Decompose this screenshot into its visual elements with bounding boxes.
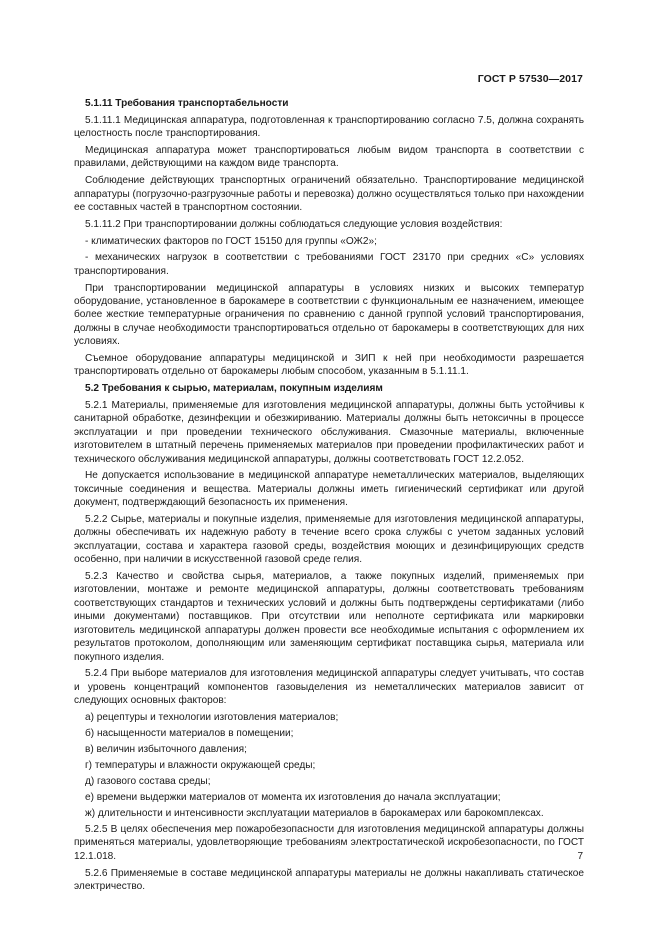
factor-list bbox=[74, 711, 584, 820]
paragraph-5-2-6: 5.2.6 Применяемые в составе медицинской аппаратуры материалы не должны накапливать статическое электричество. bbox=[74, 867, 584, 892]
page-number: 7 bbox=[577, 851, 583, 862]
paragraph-5-2-2: 5.2.2 Сырье, материалы и покупные изделия, применяемые для изготовления медицинской аппаратуры, должны обеспечивать их надежную работу в течение всего срока службы с учетом заданных условий эксплуатации, состава и характера газовой среды, воздействия моющих и дезинфицирующих средств особенно, при наличии в искусственной газовой среде гелия. bbox=[74, 514, 584, 566]
document-body bbox=[74, 95, 584, 897]
paragraph-5-2-1: 5.2.1 Материалы, применяемые для изготовления медицинской аппаратуры, должны быть устойчивы к санитарной обработке, дезинфекции и обезжириванию. Материалы должны быть нетоксичны в процессе эксплуатации и при проведении технического обслуживания. Смазочные материалы, включенные изготовителем в штатный перечень применяемых материалов при проведении профилактических работ и технического обслуживания медицинской аппаратуры, должны соответствовать ГОСТ 12.2.052. bbox=[74, 400, 584, 465]
paragraph: При транспортировании медицинской аппаратуры в условиях низких и высоких температур оборудование, установленное в барокамере в соответствии с функциональным ее назначением, имеющее более жесткие температурные ограничения по сравнению с данной группой условий транспортирования, должны в случае необходимости транспортироваться отдельно от барокамеры в соответствующих для них условиях. bbox=[74, 282, 584, 348]
list-item: г) температуры и влажности окружающей среды; bbox=[85, 759, 316, 771]
list-item: б) насыщенности материалов в помещении; bbox=[85, 727, 294, 739]
section-heading-5-1-11: 5.1.11 Требования транспортабельности bbox=[85, 98, 289, 109]
section-heading-5-2: 5.2 Требования к сырью, материалам, покупным изделиям bbox=[85, 383, 383, 395]
paragraph-5-2-5: 5.2.5 В целях обеспечения мер пожаробезопасности для изготовления медицинской аппаратуры должны применяться материалы, удовлетворяющие требованиям электростатической искробезопасности, по ГОСТ 12.1.018. bbox=[74, 823, 584, 862]
paragraph: Не допускается использование в медицинской аппаратуре неметаллических материалов, выделяющих токсичные соединения и вещества. Материалы должны иметь гигиенический сертификат или другой документ, подтверждающий безопасность их применения. bbox=[74, 470, 584, 509]
list-item: е) времени выдержки материалов от момента их изготовления до начала эксплуатации; bbox=[85, 791, 501, 803]
standard-number: ГОСТ Р 57530—2017 bbox=[477, 73, 583, 85]
list-item: а) рецептуры и технологии изготовления материалов; bbox=[85, 711, 339, 723]
condition-item: - климатических факторов по ГОСТ 15150 для группы «ОЖ2»; bbox=[85, 235, 377, 247]
condition-item: - механических нагрузок в соответствии с требованиями ГОСТ 23170 при средних «С» условиях транспортирования. bbox=[74, 252, 584, 277]
paragraph: Медицинская аппаратура может транспортироваться любым видом транспорта в соответствии с правилами, действующими на каждом виде транспорта. bbox=[74, 145, 584, 170]
paragraph-5-2-4: 5.2.4 При выборе материалов для изготовления медицинской аппаратуры следует учитывать, что состав и уровень концентраций компонентов газовыделения из неметаллических материалов зависит от следующих основных факторов: bbox=[74, 668, 584, 707]
paragraph-5-1-11-2: 5.1.11.2 При транспортировании должны соблюдаться следующие условия воздействия: bbox=[85, 218, 503, 230]
paragraph: Съемное оборудование аппаратуры медицинской и ЗИП к ней при необходимости разрешается транспортировать отдельно от барокамеры любым способом, указанным в 5.1.11.1. bbox=[74, 353, 584, 378]
paragraph-5-2-3: 5.2.3 Качество и свойства сырья, материалов, а также покупных изделий, применяемых при изготовлении, монтаже и ремонте медицинской аппаратуры, должны соответствовать требованиям соответствующих стандартов и технических условий и должны быть подтверждены сертификатами (либо иными документами) поставщиков. При отсутствии или неполноте сертификата или маркировки изготовитель медицинской аппаратуры должен провести все необходимые испытания с оформлением их результатов протоколом, дополняющим или заменяющим сертификат поставщика сырья, материала или покупного изделия. bbox=[74, 571, 584, 663]
paragraph-5-1-11-1: 5.1.11.1 Медицинская аппаратура, подготовленная к транспортированию согласно 7.5, должна сохранять целостность после транспортирования. bbox=[74, 114, 584, 140]
list-item: ж) длительности и интенсивности эксплуатации материалов в барокамерах или барокомплексах. bbox=[85, 807, 544, 819]
list-item: в) величин избыточного давления; bbox=[85, 743, 247, 755]
paragraph: Соблюдение действующих транспортных ограничений обязательно. Транспортирование медицинской аппаратуры (погрузочно-разгрузочные работы и перевозка) должно осуществляться только при нахождении ее составных частей в транспортном состоянии. bbox=[74, 175, 584, 214]
list-item: д) газового состава среды; bbox=[85, 775, 211, 787]
